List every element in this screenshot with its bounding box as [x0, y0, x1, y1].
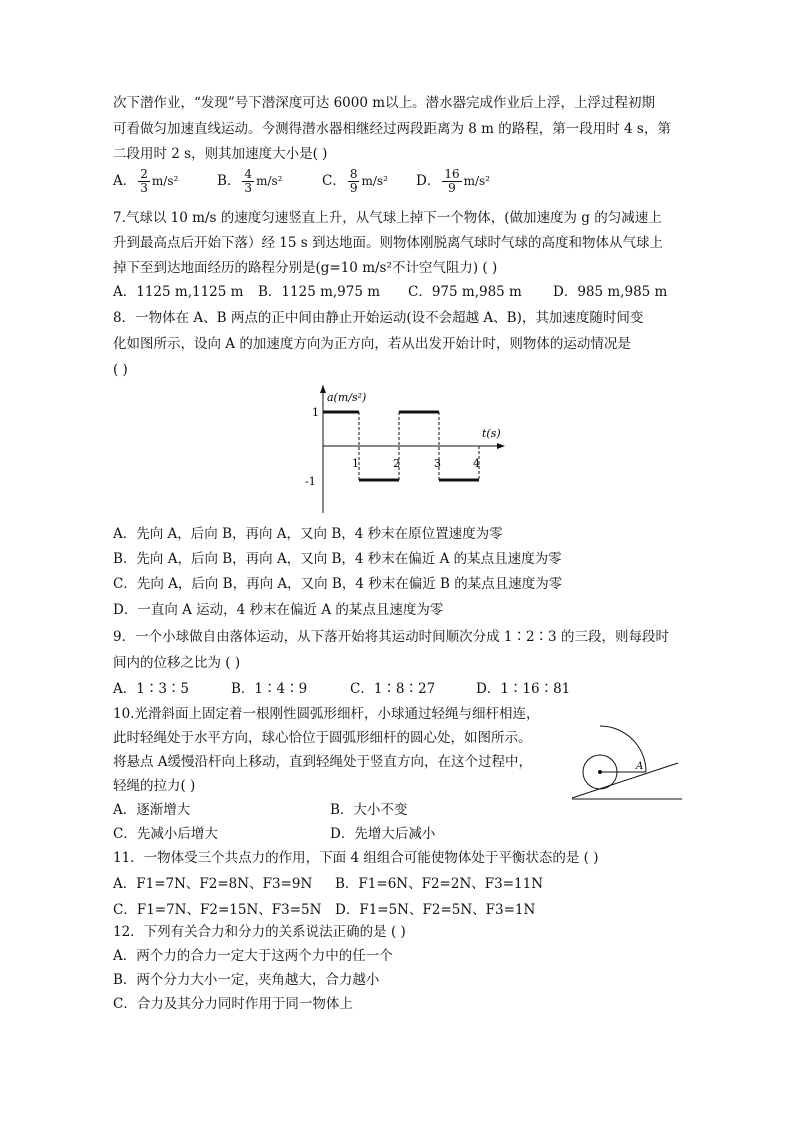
q8-line-2: 化如图所示，设向 A 的加速度方向为正方向，若从出发开始计时，则物体的运动情况是	[113, 336, 631, 352]
q11-option-d: D．F1=5N、F2=5N、F3=1N	[335, 902, 536, 918]
x-axis-label: t(s)	[482, 427, 501, 440]
q8-option-b: B．先向 A，后向 B，再向 A，又向 B，4 秒末在偏近 A 的某点且速度为零	[113, 551, 562, 567]
x-tick-2: 2	[393, 457, 400, 470]
x-axis-arrow	[497, 443, 505, 449]
q10-line-4: 轻绳的拉力( )	[113, 778, 196, 794]
y-axis-label: a(m/s²)	[327, 391, 367, 404]
q6-option-a: A． $\frac{2}{3}$ m/s²	[113, 167, 179, 195]
q9-line-2: 间内的位移之比为 ( )	[113, 655, 241, 671]
q8-option-a: A．先向 A，后向 B，再向 A，又向 B，4 秒末在原位置速度为零	[113, 526, 503, 542]
q7-line-2: 升到最高点后开始下落）经 15 s 到达地面。则物体刚脱离气球时气球的高度和物体从气球上	[113, 235, 663, 251]
q12-line-1: 12．下列有关合力和分力的关系说法正确的是 ( )	[113, 924, 406, 940]
q11-option-c: C．F1=7N、F2=15N、F3=5N	[113, 902, 322, 918]
x-tick-3: 3	[434, 457, 441, 470]
q11-option-a: A．F1=7N、F2=8N、F3=9N	[113, 876, 313, 892]
q12-option-a: A．两个力的合力一定大于这两个力中的任一个	[113, 948, 393, 964]
q7-line-1: 7.气球以 10 m/s 的速度匀速竖直上升，从气球上掉下一个物体，(做加速度为 g 的匀减速上	[113, 210, 662, 226]
q10-line-1: 10.光滑斜面上固定着一根刚性圆弧形细杆，小球通过轻绳与细杆相连，	[113, 706, 540, 722]
q7-line-3: 掉下至到达地面经历的路程分别是(g=10 m/s²不计空气阻力) ( )	[113, 260, 498, 276]
q7-option-a: A．1125 m,1125 m	[113, 284, 244, 300]
q6-line-1: 次下潜作业，“发现”号下潜深度可达 6000 m以上。潜水器完成作业后上浮，上浮过程初期	[113, 95, 656, 111]
q8-line-3: ( )	[113, 362, 128, 378]
q10-option-d: D．先增大后减小	[330, 826, 436, 842]
x-tick-1: 1	[352, 457, 359, 470]
q10-option-c: C．先减小后增大	[113, 826, 218, 842]
q8-line-1: 8．一物体在 A、B 两点的正中间由静止开始运动(设不会超越 A、B)，其加速度随时间变	[113, 310, 644, 326]
q7-option-d: D．985 m,985 m	[553, 284, 668, 300]
q6-line-2: 可看做匀加速直线运动。今测得潜水器相继经过两段距离为 8 m 的路程，第一段用时 4 s，第	[113, 121, 671, 137]
y-tick-1: 1	[312, 406, 319, 419]
q6-option-d: D． $\frac{16}{9}$ m/s²	[416, 167, 490, 195]
q11-line-1: 11．一物体受三个共点力的作用，下面 4 组组合可能使物体处于平衡状态的是 ( )	[113, 850, 599, 866]
q9-line-1: 9．一个小球做自由落体运动，从下落开始将其运动时间顺次分成 1∶2∶3 的三段，则每段时	[113, 629, 669, 645]
point-a-label: A	[636, 761, 644, 772]
q6-option-b: B． $\frac{4}{3}$ m/s²	[217, 167, 283, 195]
q8-option-c: C．先向 A，后向 B，再向 A，又向 B，4 秒末在偏近 B 的某点且速度为零	[113, 576, 563, 592]
q11-option-b: B．F1=6N、F2=2N、F3=11N	[335, 876, 544, 892]
q7-option-b: B．1125 m,975 m	[258, 284, 381, 300]
incline-surface	[572, 763, 678, 798]
q8-option-d: D．一直向 A 运动，4 秒末在偏近 A 的某点且速度为零	[113, 602, 444, 618]
x-tick-4: 4	[473, 457, 480, 470]
q10-line-3: 将悬点 A缓慢沿杆向上移动，直到轻绳处于竖直方向，在这个过程中，	[113, 754, 533, 770]
q6-line-3: 二段用时 2 s，则其加速度大小是( )	[113, 146, 328, 162]
acceleration-time-graph	[300, 385, 515, 515]
q12-option-c: C．合力及其分力同时作用于同一物体上	[113, 996, 353, 1012]
q9-option-c: C．1∶8∶27	[350, 681, 436, 697]
q10-option-a: A．逐渐增大	[113, 802, 191, 818]
y-tick-neg1: -1	[305, 475, 316, 488]
incline-arc-figure	[570, 720, 685, 805]
q12-option-b: B．两个分力大小一定，夹角越大，合力越小	[113, 972, 380, 988]
q10-line-2: 此时轻绳处于水平方向，球心恰位于圆弧形细杆的圆心处，如图所示。	[113, 730, 532, 746]
q10-option-b: B．大小不变	[330, 802, 408, 818]
q9-option-d: D．1∶16∶81	[476, 681, 571, 697]
q9-option-b: B．1∶4∶9	[231, 681, 308, 697]
q7-option-c: C．975 m,985 m	[408, 284, 522, 300]
y-axis-arrow	[320, 385, 326, 393]
q9-option-a: A．1∶3∶5	[113, 681, 190, 697]
q6-option-c: C． $\frac{8}{9}$ m/s²	[322, 167, 388, 195]
